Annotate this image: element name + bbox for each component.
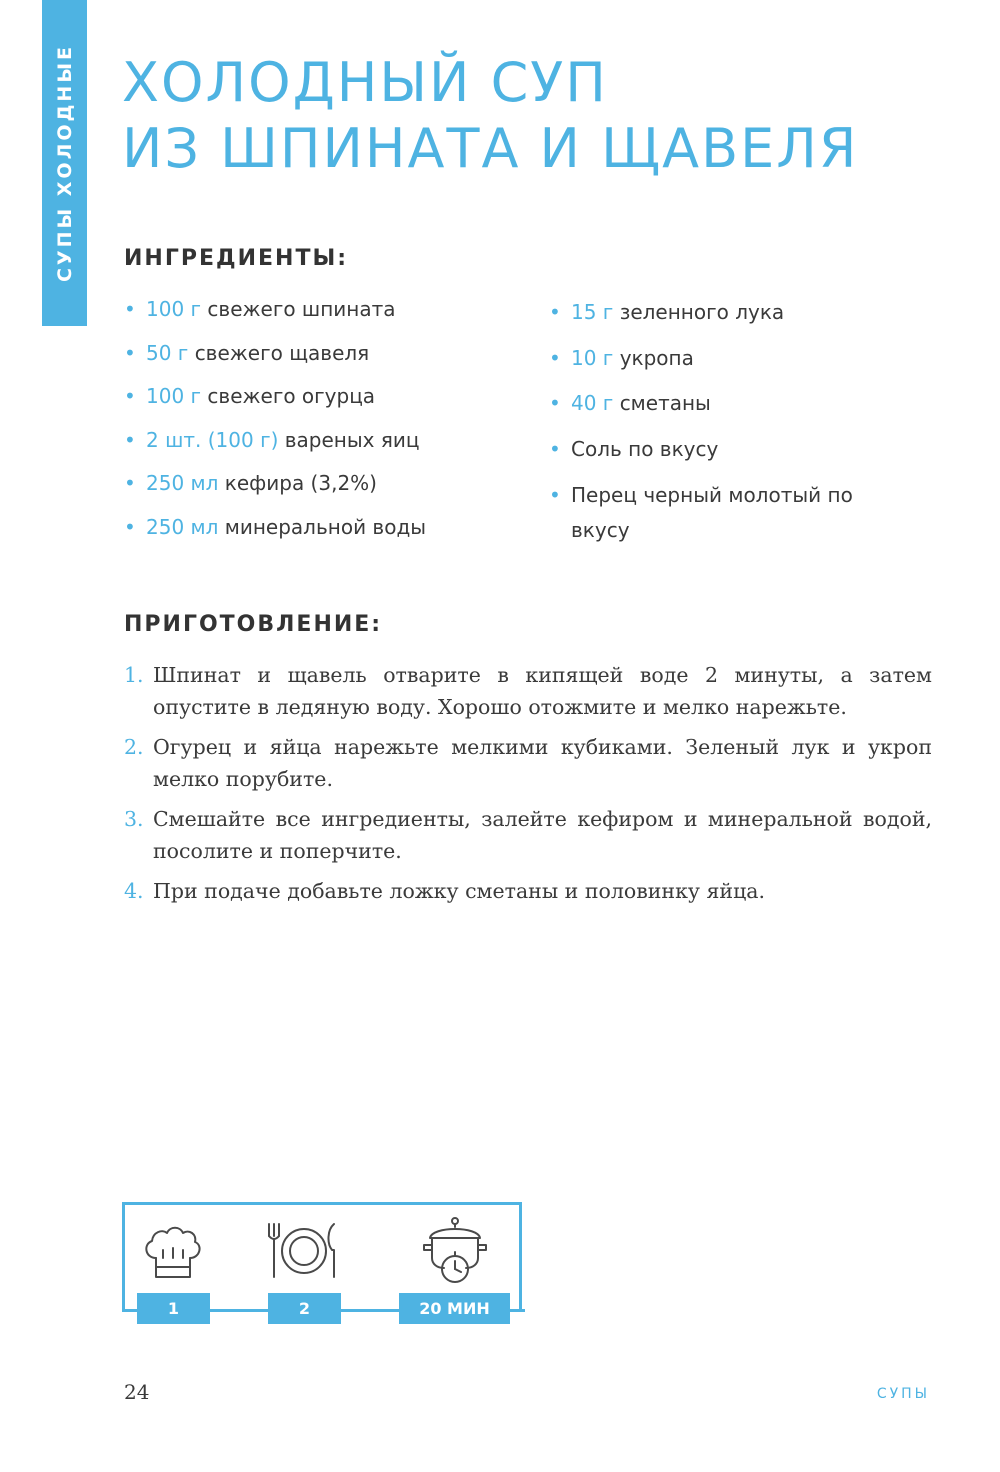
pot-timer-icon <box>420 1214 490 1286</box>
preparation-step <box>124 803 932 867</box>
step-number: 4. <box>124 879 144 903</box>
info-box-divider <box>210 1309 268 1312</box>
ingredients-list-left <box>124 293 426 555</box>
preparation-step <box>124 875 932 907</box>
step-number: 2. <box>124 735 144 759</box>
ingredient-item <box>124 293 426 337</box>
ingredient-item <box>549 478 871 542</box>
ingredient-quantity: 2 шт. (100 г) <box>146 427 279 452</box>
recipe-title-line-2: ИЗ ШПИНАТА И ЩАВЕЛЯ <box>122 117 859 180</box>
preparation-steps <box>124 659 932 915</box>
preparation-step <box>124 731 932 795</box>
plate-cutlery-icon <box>264 1220 344 1282</box>
step-text: Смешайте все ингредиенты, залейте кефиром и минеральной водой, посолите и поперчите. <box>153 807 932 863</box>
ingredient-item <box>549 342 871 388</box>
ingredient-name: свежего огурца <box>207 384 376 409</box>
recipe-title <box>122 50 858 182</box>
ingredient-item <box>549 387 871 433</box>
ingredient-item <box>124 511 426 555</box>
ingredient-quantity: 50 г <box>146 340 189 365</box>
info-box-divider <box>510 1309 525 1312</box>
ingredient-name: Соль по вкусу <box>571 436 719 461</box>
step-text: Шпинат и щавель отварите в кипящей воде 2 минуты, а затем опустите в ледяную воду. Хорошо отожмите и мелко нарежьте. <box>153 663 932 719</box>
chef-hat-icon <box>140 1220 206 1284</box>
ingredients-heading: ИНГРЕДИЕНТЫ: <box>124 246 349 271</box>
ingredient-item <box>124 467 426 511</box>
ingredient-name: укропа <box>619 345 694 370</box>
ingredient-item <box>124 337 426 381</box>
servings-difficulty-label: 1 <box>137 1293 210 1324</box>
preparation-step <box>124 659 932 723</box>
ingredient-name: свежего щавеля <box>194 340 370 365</box>
ingredient-quantity: 40 г <box>571 391 614 415</box>
ingredient-name: свежего шпината <box>207 297 396 321</box>
ingredient-quantity: 100 г <box>146 384 202 409</box>
step-text: Огурец и яйца нарежьте мелкими кубиками. Зеленый лук и укроп мелко порубите. <box>153 735 932 791</box>
ingredient-name: кефира (3,2%) <box>224 471 377 496</box>
page-number: 24 <box>124 1380 150 1404</box>
ingredients-list-right <box>549 296 871 542</box>
cooking-time-label: 20 МИН <box>399 1293 510 1324</box>
recipe-title-line-1: ХОЛОДНЫЙ СУП <box>122 51 608 114</box>
ingredient-item <box>124 380 426 424</box>
ingredient-quantity: 10 г <box>571 345 614 370</box>
ingredient-quantity: 250 мл <box>146 471 219 496</box>
section-side-tab <box>42 0 87 326</box>
servings-count-label: 2 <box>268 1293 341 1324</box>
ingredient-quantity: 100 г <box>146 297 202 321</box>
ingredient-item <box>549 433 871 479</box>
ingredient-quantity: 15 г <box>571 300 614 324</box>
info-box-divider <box>122 1309 137 1312</box>
ingredient-name: сметаны <box>619 391 711 415</box>
ingredient-quantity: 250 мл <box>146 514 219 539</box>
info-box-divider <box>341 1309 399 1312</box>
ingredient-item <box>549 296 871 342</box>
preparation-heading: ПРИГОТОВЛЕНИЕ: <box>124 612 383 637</box>
ingredient-name: минеральной воды <box>224 514 427 539</box>
ingredient-item <box>124 424 426 468</box>
step-text: При подаче добавьте ложку сметаны и половинку яйца. <box>153 879 766 903</box>
section-footer: СУПЫ <box>876 1386 930 1402</box>
section-side-tab-label: СУПЫ ХОЛОДНЫЕ <box>53 43 76 283</box>
ingredient-name: вареных яиц <box>284 427 420 452</box>
ingredient-name: зеленного лука <box>619 300 785 324</box>
ingredient-name: Перец черный молотый по вкусу <box>571 483 853 542</box>
step-number: 3. <box>124 807 144 831</box>
step-number: 1. <box>124 663 144 687</box>
